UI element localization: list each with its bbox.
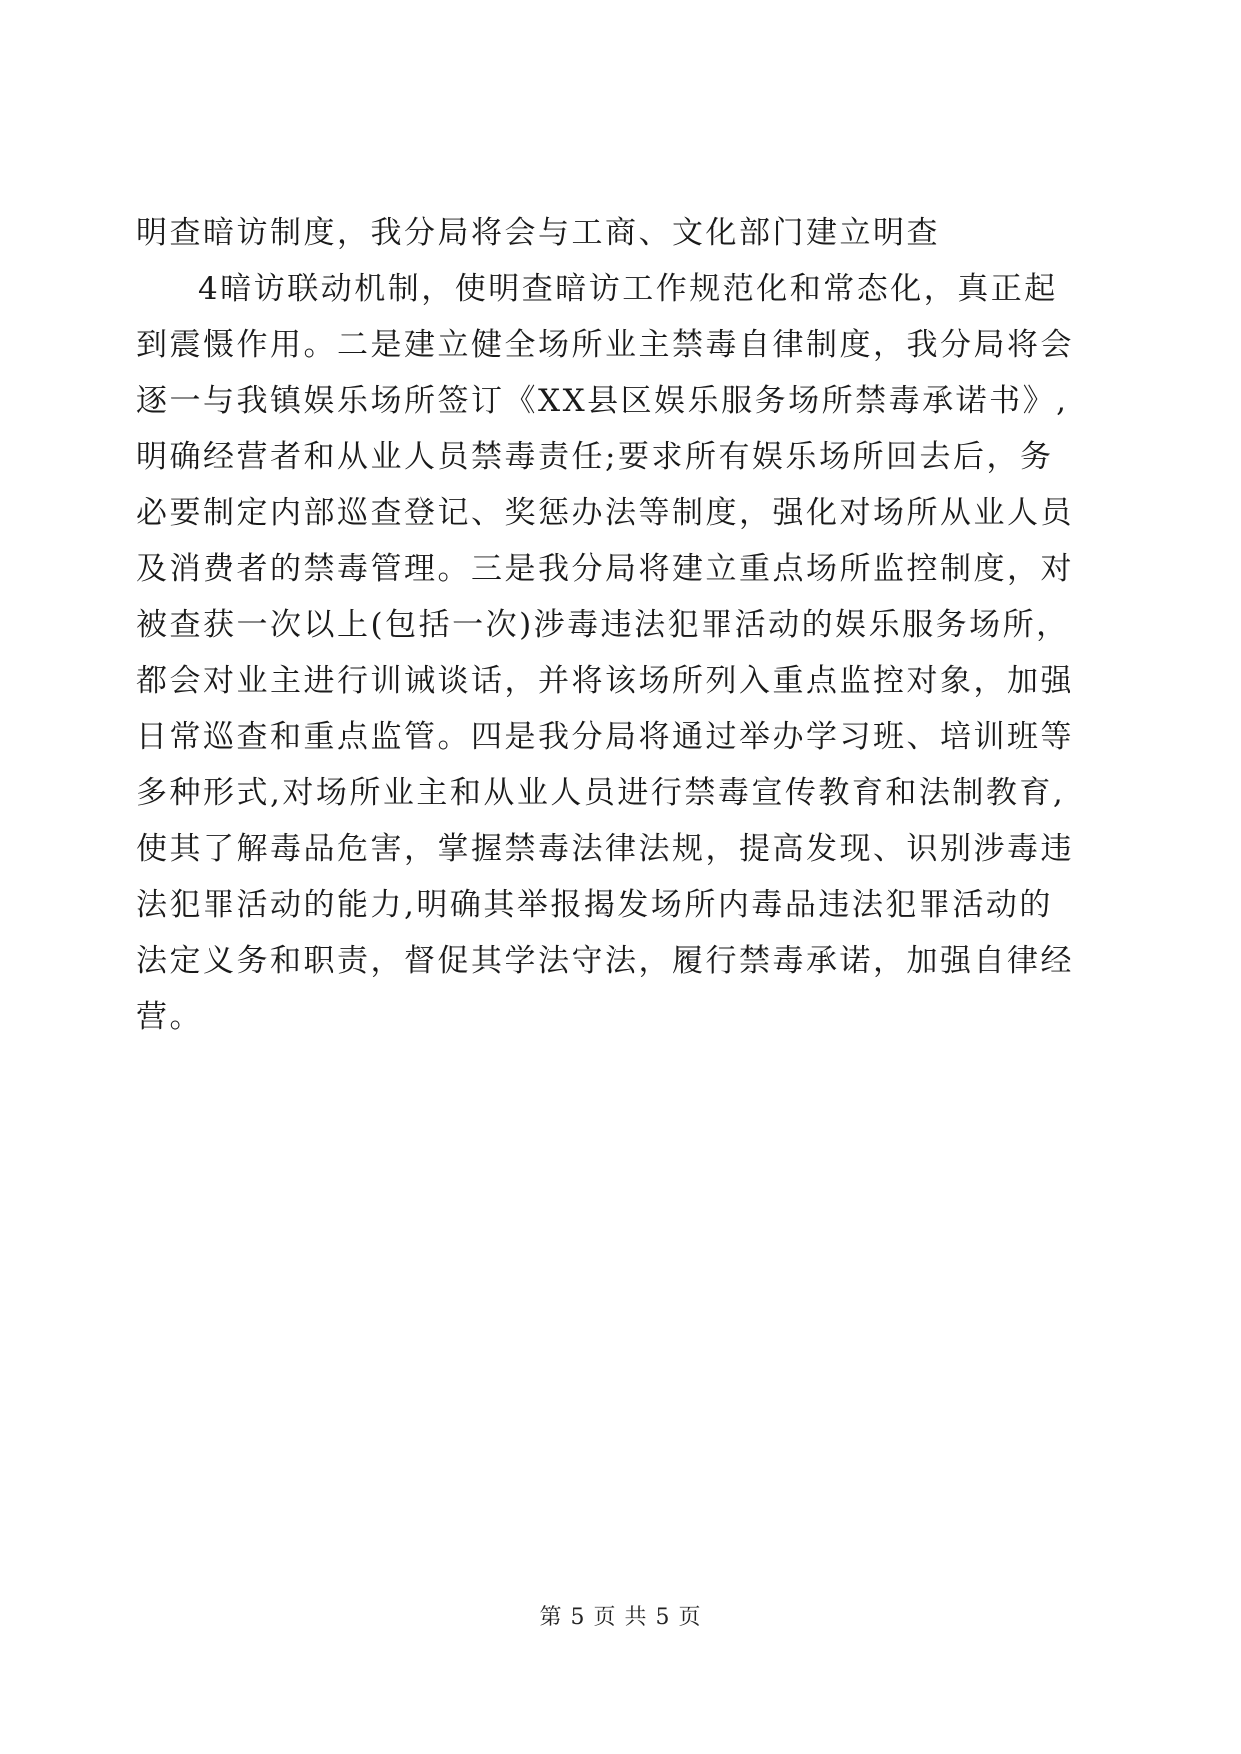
text-line: 4暗访联动机制，使明查暗访工作规范化和常态化，真正起	[198, 271, 1058, 307]
text-line: 使其了解毒品危害，掌握禁毒法律法规，提高发现、识别涉毒违	[136, 831, 1074, 867]
text-line: 明确经营者和从业人员禁毒责任;要求所有娱乐场所回去后，务	[136, 439, 1054, 475]
text-line: 营。	[136, 999, 203, 1035]
page-number-footer: 第 5 页 共 5 页	[539, 1605, 702, 1630]
text-line: 明查暗访制度，我分局将会与工商、文化部门建立明查	[136, 215, 940, 251]
text-line: 日常巡查和重点监管。四是我分局将通过举办学习班、培训班等	[136, 719, 1074, 755]
text-line: 多种形式,对场所业主和从业人员进行禁毒宣传教育和法制教育,	[136, 775, 1066, 811]
body-text	[136, 205, 1116, 1045]
text-line: 到震慑作用。二是建立健全场所业主禁毒自律制度，我分局将会	[136, 327, 1074, 363]
text-line: 法犯罪活动的能力,明确其举报揭发场所内毒品违法犯罪活动的	[136, 887, 1053, 923]
text-line: 逐一与我镇娱乐场所签订《XX县区娱乐服务场所禁毒承诺书》,	[136, 383, 1069, 419]
text-line: 必要制定内部巡查登记、奖惩办法等制度，强化对场所从业人员	[136, 495, 1074, 531]
text-line: 法定义务和职责，督促其学法守法，履行禁毒承诺，加强自律经	[136, 943, 1074, 979]
text-line: 都会对业主进行训诫谈话，并将该场所列入重点监控对象，加强	[136, 663, 1074, 699]
text-line: 被查获一次以上(包括一次)涉毒违法犯罪活动的娱乐服务场所，	[136, 607, 1070, 643]
text-line: 及消费者的禁毒管理。三是我分局将建立重点场所监控制度，对	[136, 551, 1074, 587]
